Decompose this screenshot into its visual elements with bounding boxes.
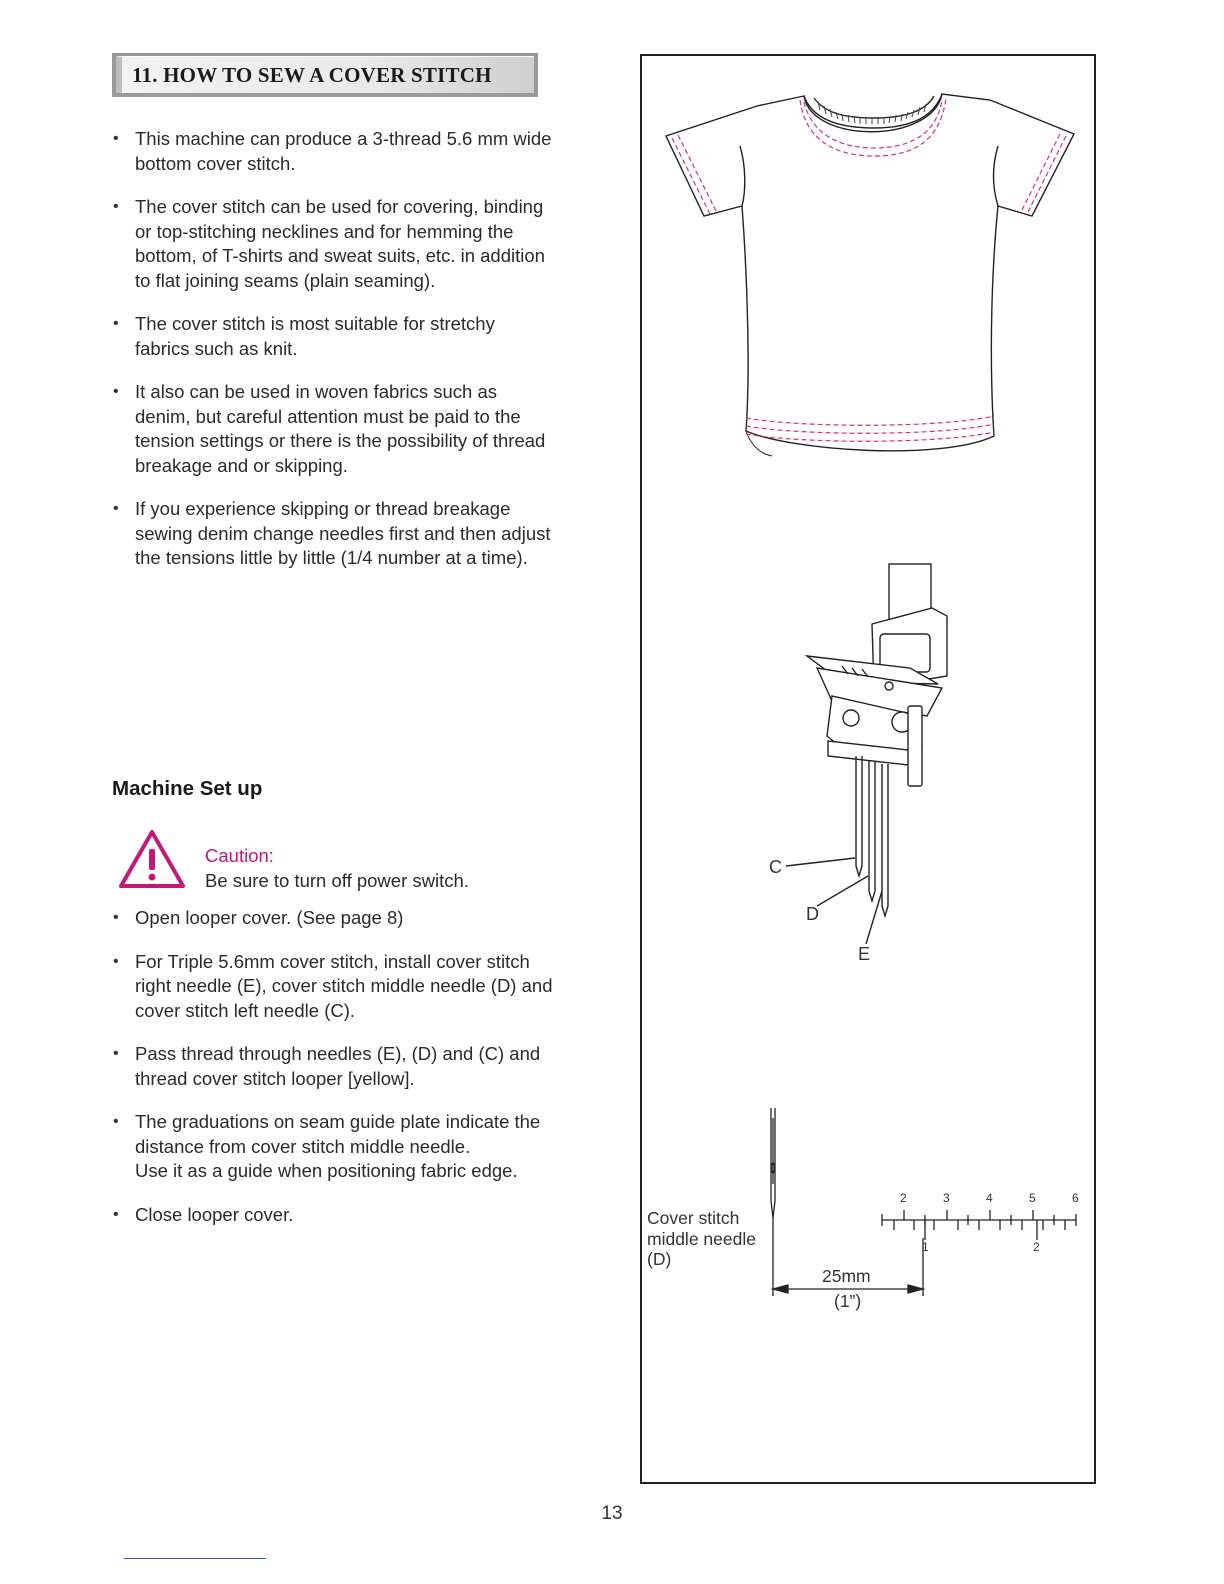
bullet-line: • Pass thread through needles (E), (D) and (C) and xyxy=(135,1043,541,1064)
guide-label-line: Cover stitch xyxy=(647,1208,740,1228)
footer-link-underline xyxy=(124,1558,266,1559)
bullet-line: bottom, of T-shirts and sweat suits, etc. in addition xyxy=(135,245,545,266)
bullet-line: • The cover stitch can be used for covering, binding xyxy=(135,196,544,217)
bullet-line: to flat joining seams (plain seaming). xyxy=(135,269,436,291)
list-item xyxy=(112,380,602,478)
illustration-frame xyxy=(640,54,1096,1484)
caution-warning-icon xyxy=(118,829,186,889)
list-item xyxy=(112,497,602,571)
scale-top-2: 2 xyxy=(900,1191,907,1205)
needle-set-illustration xyxy=(786,756,888,944)
list-item xyxy=(112,1110,602,1184)
bullet-line: the tensions little by little (1/4 number at a time). xyxy=(135,547,528,568)
guide-needle-label xyxy=(647,1208,756,1270)
list-item xyxy=(112,1203,602,1228)
needle-label-e: E xyxy=(858,944,871,964)
scale-bottom-1: 1 xyxy=(922,1240,929,1254)
bullet-line: bottom cover stitch. xyxy=(135,152,296,174)
bullet-line: • The graduations on seam guide plate indicate the xyxy=(135,1111,541,1132)
bullet-line: thread cover stitch looper [yellow]. xyxy=(135,1067,415,1089)
bullet-line: tension settings or there is the possibility of thread xyxy=(135,430,546,451)
list-item xyxy=(112,950,602,1024)
list-item xyxy=(112,312,602,361)
scale-bottom-2: 2 xyxy=(1033,1240,1040,1254)
bullet-line: sewing denim change needles first and then adjust xyxy=(135,522,551,544)
section-header xyxy=(112,53,538,97)
scale-top-5: 5 xyxy=(1029,1191,1036,1205)
section-header-inner xyxy=(116,56,534,93)
bullet-line: • Close looper cover. xyxy=(135,1203,294,1225)
setup-bullet-list xyxy=(112,906,602,1246)
bullet-line: • It also can be used in woven fabrics such as xyxy=(135,381,497,402)
bullet-line: right needle (E), cover stitch middle needle (D) and xyxy=(135,975,553,996)
bullet-line: fabrics such as knit. xyxy=(135,337,298,359)
caution-title: Caution: xyxy=(205,845,274,866)
bullet-line: Use it as a guide when positioning fabric edge. xyxy=(135,1160,518,1181)
bullet-line: • If you experience skipping or thread breakage xyxy=(135,498,511,519)
bullet-line: denim, but careful attention must be paid to the xyxy=(135,405,521,427)
bullet-line: • Open looper cover. (See page 8) xyxy=(135,907,404,928)
bullet-line: breakage and or skipping. xyxy=(135,454,348,476)
bullet-line: • For Triple 5.6mm cover stitch, install cover stitch xyxy=(135,950,530,972)
bullet-line: or top-stitching necklines and for hemming the xyxy=(135,220,514,242)
needle-label-d: D xyxy=(806,904,819,924)
guide-label-line: middle needle xyxy=(647,1228,756,1249)
guide-label-line: (D) xyxy=(647,1249,672,1269)
list-item xyxy=(112,906,602,931)
tshirt-illustration xyxy=(666,94,1074,456)
scale-top-3: 3 xyxy=(943,1191,950,1205)
bullet-line: • The cover stitch is most suitable for stretchy xyxy=(135,313,495,334)
scale-top-6: 6 xyxy=(1072,1191,1079,1205)
list-item xyxy=(112,195,602,293)
distance-mm-label: 25mm xyxy=(822,1266,871,1286)
presser-foot-illustration xyxy=(807,564,947,786)
setup-heading: Machine Set up xyxy=(112,777,263,800)
bullet-line: distance from cover stitch middle needle. xyxy=(135,1135,471,1157)
list-item xyxy=(112,1042,602,1091)
bullet-line: cover stitch left needle (C). xyxy=(135,999,356,1021)
section-title: 11. HOW TO SEW A COVER STITCH xyxy=(132,62,492,87)
caution-text: Be sure to turn off power switch. xyxy=(205,870,469,891)
distance-inch-label: (1”) xyxy=(834,1291,862,1311)
bullet-line: • This machine can produce a 3-thread 5.6 mm wide xyxy=(135,128,552,149)
needle-label-c: C xyxy=(769,857,782,877)
intro-bullet-list xyxy=(112,127,602,590)
scale-top-4: 4 xyxy=(986,1191,993,1205)
list-item xyxy=(112,127,602,176)
page-number: 13 xyxy=(601,1503,623,1524)
